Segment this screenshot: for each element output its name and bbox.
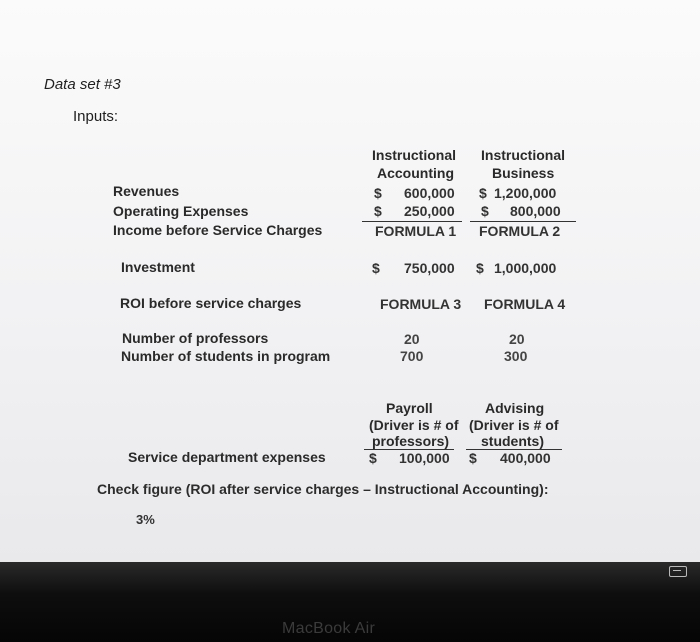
advising-header-line1: Advising bbox=[485, 400, 545, 416]
advising-header-line2: (Driver is # of bbox=[469, 417, 559, 433]
check-figure-value: 3% bbox=[136, 512, 155, 527]
row-operating-label: Operating Expenses bbox=[113, 203, 249, 219]
row-investment-label: Investment bbox=[121, 259, 195, 275]
advising-value: 400,000 bbox=[500, 450, 551, 466]
professors-accounting-value: 20 bbox=[404, 331, 420, 347]
col-accounting-header-line1: Instructional bbox=[372, 147, 457, 163]
roi-accounting-formula: FORMULA 3 bbox=[380, 296, 462, 312]
payroll-header-line1: Payroll bbox=[386, 400, 433, 416]
students-business-value: 300 bbox=[504, 348, 528, 364]
row-roi-label: ROI before service charges bbox=[120, 295, 302, 311]
subtotal-underline bbox=[362, 221, 462, 222]
keyboard-icon bbox=[669, 566, 687, 577]
currency-symbol: $ bbox=[372, 260, 380, 276]
currency-symbol: $ bbox=[476, 260, 484, 276]
dataset-title: Data set #3 bbox=[44, 76, 121, 93]
check-figure-text: Check figure (ROI after service charges – Instructional Accounting): bbox=[97, 481, 549, 497]
operating-business-value: 800,000 bbox=[510, 203, 561, 219]
subtotal-underline bbox=[470, 221, 576, 222]
col-business-header-line2: Business bbox=[492, 165, 555, 181]
investment-business-value: 1,000,000 bbox=[494, 260, 557, 276]
professors-business-value: 20 bbox=[509, 331, 525, 347]
income-accounting-formula: FORMULA 1 bbox=[375, 223, 457, 239]
device-brand-label: MacBook Air bbox=[282, 620, 376, 637]
row-service-label: Service department expenses bbox=[128, 449, 326, 465]
currency-symbol: $ bbox=[374, 185, 382, 201]
payroll-value: 100,000 bbox=[399, 450, 450, 466]
currency-symbol: $ bbox=[469, 450, 477, 466]
row-revenues-label: Revenues bbox=[113, 183, 180, 199]
currency-symbol: $ bbox=[479, 185, 487, 201]
roi-business-formula: FORMULA 4 bbox=[484, 296, 566, 312]
payroll-header-line3: professors) bbox=[372, 433, 450, 449]
row-income-label: Income before Service Charges bbox=[113, 222, 323, 238]
investment-accounting-value: 750,000 bbox=[404, 260, 455, 276]
revenues-accounting-value: 600,000 bbox=[404, 185, 455, 201]
row-students-label: Number of students in program bbox=[121, 348, 331, 364]
currency-symbol: $ bbox=[374, 203, 382, 219]
students-accounting-value: 700 bbox=[400, 348, 424, 364]
row-professors-label: Number of professors bbox=[122, 330, 269, 346]
currency-symbol: $ bbox=[481, 203, 489, 219]
col-accounting-header-line2: Accounting bbox=[377, 165, 454, 181]
inputs-label: Inputs: bbox=[73, 108, 119, 125]
income-business-formula: FORMULA 2 bbox=[479, 223, 561, 239]
currency-symbol: $ bbox=[369, 450, 377, 466]
payroll-header-line2: (Driver is # of bbox=[369, 417, 459, 433]
advising-header-line3: students) bbox=[481, 433, 544, 449]
revenues-business-value: 1,200,000 bbox=[494, 185, 557, 201]
operating-accounting-value: 250,000 bbox=[404, 203, 455, 219]
col-business-header-line1: Instructional bbox=[481, 147, 566, 163]
